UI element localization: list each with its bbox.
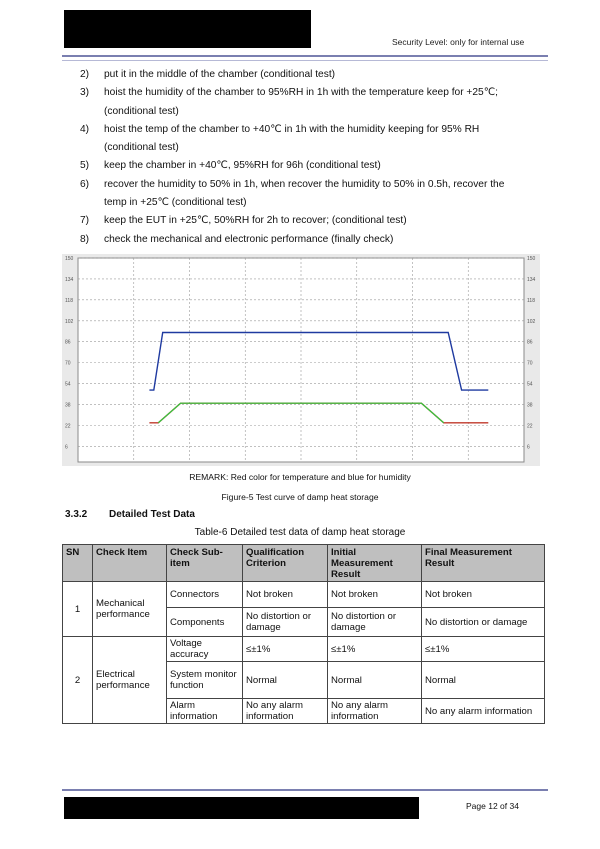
step-number: 8) <box>80 233 90 245</box>
step-text-continued: (conditional test) <box>104 105 179 117</box>
step-number: 6) <box>80 178 90 190</box>
y-tick-label-left: 22 <box>65 423 71 430</box>
chart-remark: REMARK: Red color for temperature and blue for humidity <box>189 472 411 482</box>
y-tick-label-left: 102 <box>65 318 74 325</box>
cell-initial: ≤±1% <box>328 637 422 662</box>
step-text: hoist the temp of the chamber to +40℃ in 1h with the humidity keeping for 95% RH <box>104 123 480 135</box>
chart-svg <box>62 254 540 466</box>
y-tick-label-left: 38 <box>65 402 71 409</box>
redacted-footer-block <box>64 797 419 819</box>
procedure-step <box>80 157 550 175</box>
cell-sub-item: Components <box>167 608 243 637</box>
header-check-item: Check Item <box>93 545 167 582</box>
cell-sub-item: Alarm information <box>167 699 243 724</box>
step-text: check the mechanical and electronic performance (finally check) <box>104 233 394 245</box>
table-header-row <box>63 545 545 582</box>
cell-sub-item: System monitor function <box>167 662 243 699</box>
cell-criterion: Not broken <box>243 582 328 608</box>
section-number: 3.3.2 <box>65 509 88 520</box>
step-number: 3) <box>80 87 90 99</box>
y-tick-label-right: 102 <box>527 318 536 325</box>
y-tick-label-left: 150 <box>65 256 74 262</box>
y-tick-label-right: 118 <box>527 297 535 304</box>
cell-final: ≤±1% <box>422 637 545 662</box>
test-data-table <box>62 544 545 724</box>
y-tick-label-right: 70 <box>527 360 533 367</box>
y-tick-label-right: 134 <box>527 276 536 283</box>
header-initial: Initial Measurement Result <box>328 545 422 582</box>
y-tick-label-right: 54 <box>527 381 533 388</box>
procedure-step <box>80 121 550 139</box>
cell-sn: 2 <box>63 637 93 724</box>
cell-criterion: Normal <box>243 662 328 699</box>
y-tick-label-right: 22 <box>527 423 533 430</box>
cell-initial: No distortion or damage <box>328 608 422 637</box>
header-rule <box>62 55 548 57</box>
cell-check-item: Electrical performance <box>93 637 167 724</box>
procedure-step <box>80 231 550 249</box>
y-tick-label-left: 134 <box>65 276 74 283</box>
header-qualification: Qualification Criterion <box>243 545 328 582</box>
step-number: 4) <box>80 123 90 135</box>
cell-final: Not broken <box>422 582 545 608</box>
step-text-continued: temp in +25℃ (conditional test) <box>104 197 247 209</box>
step-number: 5) <box>80 160 90 172</box>
redacted-logo-block <box>64 10 311 48</box>
section-title: Detailed Test Data <box>109 509 195 520</box>
y-tick-label-left: 70 <box>65 360 71 367</box>
y-tick-label-right: 86 <box>527 339 533 346</box>
cell-sn: 1 <box>63 582 93 637</box>
step-text: keep the chamber in +40℃, 95%RH for 96h (conditional test) <box>104 160 381 172</box>
step-text: hoist the humidity of the chamber to 95%RH in 1h with the temperature keep for +25℃; <box>104 87 498 99</box>
cell-final: No distortion or damage <box>422 608 545 637</box>
section-heading <box>65 509 195 520</box>
cell-sub-item: Connectors <box>167 582 243 608</box>
step-text: recover the humidity to 50% in 1h, when recover the humidity to 50% in 0.5h, recover the <box>104 178 505 190</box>
step-number: 2) <box>80 69 90 80</box>
cell-initial: Not broken <box>328 582 422 608</box>
page-number: Page 12 of 34 <box>466 801 519 811</box>
step-number: 7) <box>80 215 90 227</box>
table-row <box>63 582 545 608</box>
y-tick-label-left: 118 <box>65 297 73 304</box>
y-tick-label-right: 38 <box>527 402 533 409</box>
header-final: Final Measurement Result <box>422 545 545 582</box>
header-sn: SN <box>63 545 93 582</box>
cell-criterion: No any alarm information <box>243 699 328 724</box>
cell-sub-item: Voltage accuracy <box>167 637 243 662</box>
cell-check-item: Mechanical performance <box>93 582 167 637</box>
procedure-steps <box>80 66 550 249</box>
step-text: keep the EUT in +25℃, 50%RH for 2h to recover; (conditional test) <box>104 215 407 227</box>
cell-criterion: ≤±1% <box>243 637 328 662</box>
footer-rule <box>62 789 548 791</box>
cell-initial: No any alarm information <box>328 699 422 724</box>
step-text-continued: (conditional test) <box>104 142 179 154</box>
procedure-step <box>80 66 550 84</box>
damp-heat-chart <box>62 254 540 466</box>
cell-initial: Normal <box>328 662 422 699</box>
cell-final: No any alarm information <box>422 699 545 724</box>
y-tick-label-left: 6 <box>65 444 68 451</box>
y-tick-label-left: 86 <box>65 339 71 346</box>
step-text: put it in the middle of the chamber (conditional test) <box>104 69 336 80</box>
table-row <box>63 637 545 662</box>
header-rule-thin <box>62 60 548 61</box>
procedure-step <box>80 84 550 102</box>
y-tick-label-right: 150 <box>527 256 536 262</box>
security-level-text: Security Level: only for internal use <box>392 37 525 47</box>
y-tick-label-left: 54 <box>65 381 71 388</box>
figure-caption: Figure-5 Test curve of damp heat storage <box>221 492 379 502</box>
procedure-step <box>80 212 550 230</box>
table-caption: Table-6 Detailed test data of damp heat storage <box>194 527 406 538</box>
y-tick-label-right: 6 <box>527 444 530 451</box>
cell-final: Normal <box>422 662 545 699</box>
cell-criterion: No distortion or damage <box>243 608 328 637</box>
procedure-step <box>80 176 550 194</box>
header-check-sub-item: Check Sub-item <box>167 545 243 582</box>
